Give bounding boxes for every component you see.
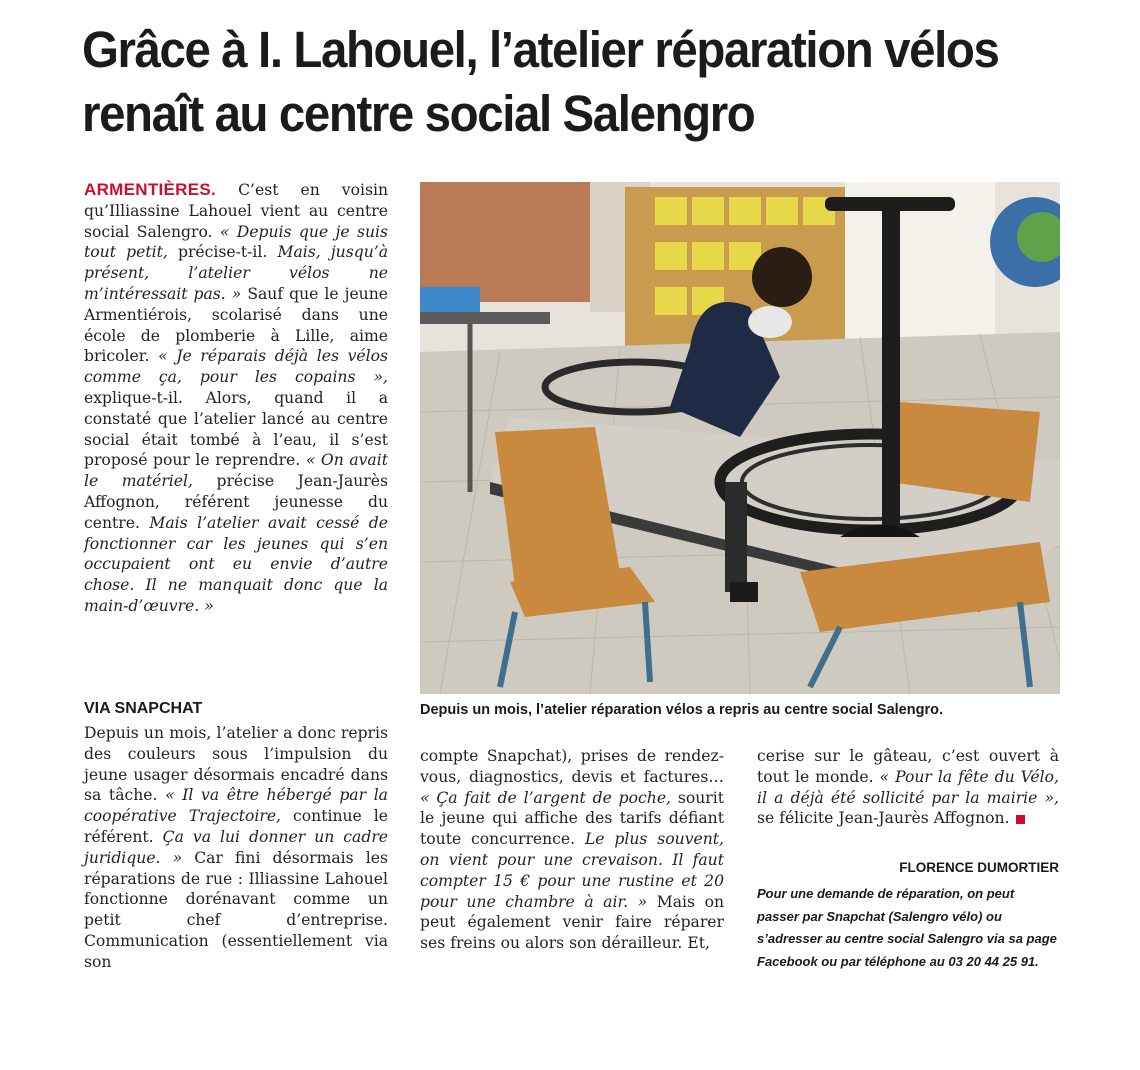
lead-quote-4: « On avait le matériel, — [84, 451, 388, 491]
col2-text-3: Mais on peut également venir faire réparer ses freins ou alors son dérailleur. Et, — [420, 892, 724, 953]
end-mark-icon — [1016, 815, 1025, 824]
col1-quote-2: Ça va lui donner un cadre juridique. » — [84, 827, 388, 867]
col2-text-2: sourit le jeune qui affiche des tarifs défiant toute concurrence. — [420, 788, 724, 849]
lead-text-1: C’est en voisin qu’Illiassine Lahouel vient au centre social Salengro. — [84, 181, 388, 241]
col2-quote-2: Le plus souvent, on vient pour une crevaison. Il faut compter 15 € pour une rustine et 20 pour une chambre à air. » — [420, 830, 724, 911]
col3-text-1: cerise sur le gâteau, c’est ouvert à tout le monde. — [757, 747, 1059, 786]
section-subhead: VIA SNAPCHAT — [84, 700, 203, 717]
contact-infobox: Pour une demande de réparation, on peut passer par Snapchat (Salengro vélo) ou s’adresser au centre social Salengro via sa page Facebook ou par téléphone au 03 20 44 25 91. — [757, 886, 1057, 969]
body-column-3 — [757, 746, 1059, 829]
col1-quote-1: « Il va être hébergé par la coopérative Trajectoire, — [84, 786, 388, 826]
col1-text-3: Car fini désormais les réparations de rue : Illiassine Lahouel fonctionne dorénavant comme un petit chef d’entreprise. Communication (essentiellement via son — [84, 848, 388, 971]
article-headline: Grâce à I. Lahouel, l’atelier réparation vélos renaît au centre social Salengro — [82, 21, 999, 142]
lead-quote-3: « Je réparais déjà les vélos comme ça, pour les copains », — [84, 347, 389, 387]
photo-caption: Depuis un mois, l’atelier réparation vélos a repris au centre social Salengro. — [420, 702, 943, 718]
col2-quote-1: « Ça fait de l’argent de poche, — [420, 788, 672, 807]
col1-text-2: continue le référent. — [84, 807, 388, 846]
col3-quote-1: « Pour la fête du Vélo, il a déjà été sollicité par la mairie », — [757, 767, 1059, 807]
author-byline: FLORENCE DUMORTIER — [899, 860, 1059, 875]
article-photo — [420, 182, 1060, 694]
col2-text-1: compte Snapchat), prises de rendez-vous, diagnostics, devis et factures… — [420, 747, 724, 786]
photo-illustration — [420, 182, 1060, 694]
lead-text-2: précise-t-il. — [167, 243, 278, 262]
dateline-place: ARMENTIÈRES. — [84, 180, 217, 199]
lead-quote-5: Mais l’atelier avait cessé de fonctionner car les jeunes qui s’en occupaient ont eu envie d’autre chose. Il ne manquait donc que la main-d’œuvre. » — [84, 513, 388, 615]
lead-text-5: précise Jean-Jaurès Affognon, référent jeunesse du centre. — [84, 472, 388, 532]
body-column-1 — [84, 723, 388, 973]
lead-text-3: Sauf que le jeune Armentiérois, scolarisé dans une école de plomberie à Lille, aime bricoler. — [84, 284, 388, 366]
lead-paragraph — [84, 180, 388, 617]
body-column-2 — [420, 746, 724, 954]
col3-text-2: se félicite Jean-Jaurès Affognon. — [757, 809, 1010, 828]
col1-text-1: Depuis un mois, l’atelier a donc repris des couleurs sous l’impulsion du jeune usager désormais encadré dans sa tâche. — [84, 724, 388, 805]
lead-text-4: explique-t-il. Alors, quand il a constaté que l’atelier lancé au centre social était tombé à l’eau, il s’est proposé pour le reprendre. — [84, 388, 388, 470]
lead-quote-2: Mais, jusqu’à présent, l’atelier vélos ne m’intéressait pas. » — [84, 243, 389, 303]
lead-quote-1: « Depuis que je suis tout petit, — [84, 222, 389, 262]
